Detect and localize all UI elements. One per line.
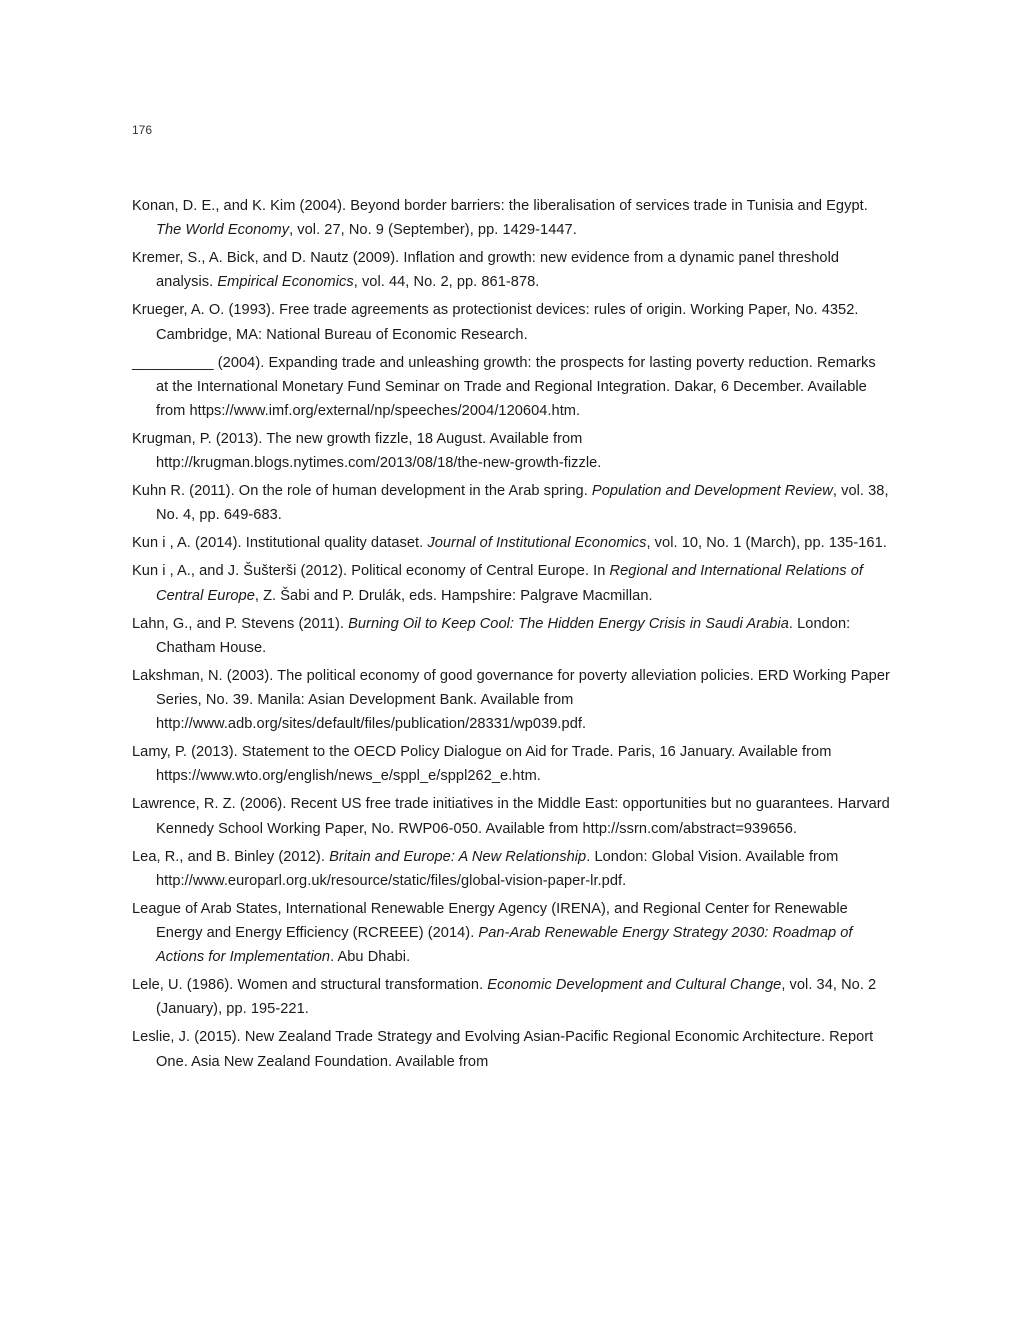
reference-text: Lea, R., and B. Binley (2012). (132, 848, 330, 865)
reference-entry (132, 792, 892, 840)
reference-text: , vol. 10, No. 1 (March), pp. 135-161. (646, 535, 887, 552)
reference-text: Leslie, J. (2015). New Zealand Trade Strategy and Evolving Asian-Pacific Regional Economic Architecture. Report One. Asia New Zealand Foundation. Available from (132, 1029, 874, 1070)
reference-title: Britain and Europe: A New Relationship (329, 848, 587, 865)
reference-text: . London: Chatham House. (156, 615, 851, 656)
reference-title: The World Economy (156, 222, 290, 239)
reference-text: , vol. 34, No. 2 (January), pp. 195-221. (156, 977, 877, 1018)
reference-text: Krueger, A. O. (1993). Free trade agreements as protectionist devices: rules of origin. Working Paper, No. 4352. Cambridge, MA: National Bureau of Economic Research. (132, 302, 859, 343)
reference-title: Burning Oil to Keep Cool: The Hidden Energy Crisis in Saudi Arabia (348, 615, 789, 632)
page-number: 176 (132, 123, 153, 137)
reference-text: Lamy, P. (2013). Statement to the OECD Policy Dialogue on Aid for Trade. Paris, 16 January. Available from https://www.wto.org/english/news_e/sppl_e/sppl262_e.htm. (132, 744, 832, 785)
reference-title: Population and Development Review (591, 483, 833, 500)
reference-text: __________ (2004). Expanding trade and unleashing growth: the prospects for lasting poverty reduction. Remarks at the International Monetary Fund Seminar on Trade and Regional Integration. Dakar, 6 December. Available from https://www.imf.org/external/np/speeches/2004/120604.htm. (132, 354, 876, 420)
reference-entry (132, 664, 892, 737)
reference-title: Pan-Arab Renewable Energy Strategy 2030: Roadmap of Actions for Implementation (156, 925, 853, 966)
reference-text: Lele, U. (1986). Women and structural transformation. (132, 977, 488, 994)
reference-entry (132, 973, 892, 1021)
reference-entry (132, 559, 892, 607)
reference-entry (132, 479, 892, 527)
reference-title: Regional and International Relations of Central Europe (156, 563, 863, 604)
reference-entry (132, 246, 892, 294)
reference-entry (132, 612, 892, 660)
reference-title: Empirical Economics (217, 274, 354, 291)
reference-text: Lakshman, N. (2003). The political economy of good governance for poverty alleviation policies. ERD Working Paper Series, No. 39. Manila: Asian Development Bank. Available from http://www.adb.org/sites/default/files/publication/28331/wp039.pdf. (132, 667, 890, 733)
reference-text: . London: Global Vision. Available from http://www.europarl.org.uk/resource/static/files/global-vision-paper-lr.pdf. (156, 848, 839, 889)
reference-text: . Abu Dhabi. (330, 949, 411, 966)
reference-text: Kun i , A., and J. Šušterši (2012). Political economy of Central Europe. In (132, 563, 610, 580)
reference-entry (132, 1025, 892, 1073)
reference-text: , vol. 27, No. 9 (September), pp. 1429-1447. (289, 222, 577, 239)
reference-entry (132, 194, 892, 242)
reference-list (132, 194, 892, 1078)
reference-title: Economic Development and Cultural Change (487, 977, 782, 994)
reference-text: League of Arab States, International Renewable Energy Agency (IRENA), and Regional Center for Renewable Energy and Energy Efficiency (RCREEE) (2014). (132, 900, 848, 942)
reference-text: Lawrence, R. Z. (2006). Recent US free trade initiatives in the Middle East: opportunities but no guarantees. Harvard Kennedy School Working Paper, No. RWP06-050. Available from http://ssrn.com/abstract=939656. (132, 796, 890, 837)
reference-title: Journal of Institutional Economics (427, 535, 647, 552)
reference-text: Krugman, P. (2013). The new growth fizzle, 18 August. Available from http://krugman.blogs.nytimes.com/2013/08/18/the-new-growth-fizzle. (132, 431, 602, 472)
reference-entry (132, 740, 892, 788)
reference-text: Kremer, S., A. Bick, and D. Nautz (2009). Inflation and growth: new evidence from a dynamic panel threshold analysis. (132, 250, 840, 291)
reference-entry (132, 298, 892, 346)
reference-entry (132, 351, 892, 424)
reference-text: , vol. 38, No. 4, pp. 649-683. (156, 483, 889, 524)
reference-text: , Z. Šabi and P. Drulák, eds. Hampshire: Palgrave Macmillan. (254, 587, 653, 604)
reference-entry (132, 845, 892, 893)
reference-text: , vol. 44, No. 2, pp. 861-878. (353, 274, 540, 291)
reference-text: Konan, D. E., and K. Kim (2004). Beyond border barriers: the liberalisation of services trade in Tunisia and Egypt. (132, 198, 868, 214)
reference-text: Lahn, G., and P. Stevens (2011). (132, 615, 349, 632)
reference-text: Kuhn R. (2011). On the role of human development in the Arab spring. (132, 483, 592, 500)
reference-text: Kun i , A. (2014). Institutional quality dataset. (132, 535, 428, 552)
reference-entry (132, 427, 892, 475)
reference-entry (132, 897, 892, 970)
reference-entry (132, 531, 892, 555)
